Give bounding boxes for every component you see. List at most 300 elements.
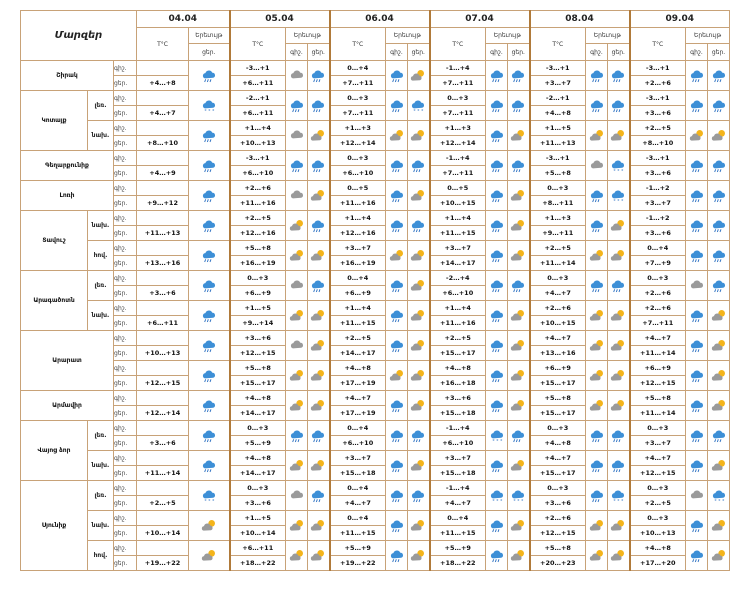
weather-cell xyxy=(686,451,708,481)
weather-cell xyxy=(286,181,308,211)
weather-cell xyxy=(386,241,408,271)
partly-sunny-icon xyxy=(589,515,605,534)
cloud-rain-icon xyxy=(489,155,505,174)
area-name: նախ. xyxy=(88,301,114,331)
temperature-value: +6…+9 xyxy=(530,361,586,376)
cloud-icon xyxy=(289,275,305,294)
temperature-value: +11…+15 xyxy=(330,316,386,331)
partly-sunny-icon xyxy=(310,515,326,534)
weather-cell xyxy=(486,451,508,481)
temperature-value: +2…+5 xyxy=(330,331,386,346)
table-row xyxy=(21,541,730,556)
temperature-value: +9…+14 xyxy=(230,316,286,331)
weather-cell xyxy=(708,61,730,91)
weather-cell xyxy=(508,421,530,451)
temperature-value: 0…+3 xyxy=(530,181,586,196)
weather-cell xyxy=(308,151,330,181)
partly-sunny-icon xyxy=(510,125,526,144)
temperature-value: +15…+17 xyxy=(530,466,586,481)
time-of-day: գիշ. xyxy=(114,241,137,256)
weather-cell xyxy=(586,301,608,331)
partly-sunny-icon xyxy=(389,125,405,144)
temperature-value: +1…+4 xyxy=(230,121,286,136)
table-row xyxy=(21,61,730,76)
region-name: Տավուշ xyxy=(21,211,88,271)
cloud-rain-icon xyxy=(689,185,705,204)
temperature-value: +4…+8 xyxy=(330,361,386,376)
weather-cell xyxy=(686,391,708,421)
partly-sunny-icon xyxy=(410,365,426,384)
time-of-day: ցեր. xyxy=(114,226,137,241)
temperature-value: 0…+3 xyxy=(230,421,286,436)
weather-cell xyxy=(608,451,630,481)
temperature-value: +1…+4 xyxy=(330,301,386,316)
temperature-value: +7…+11 xyxy=(430,76,486,91)
time-of-day: գիշ. xyxy=(114,301,137,316)
weather-cell xyxy=(308,541,330,571)
temperature-value: +2…+5 xyxy=(230,211,286,226)
temperature-value: +16…+18 xyxy=(430,376,486,391)
cloud-rain-icon xyxy=(389,335,405,354)
weather-cell xyxy=(386,271,408,301)
weather-cell xyxy=(386,451,408,481)
time-of-day: գիշ. xyxy=(114,151,137,166)
weather-cell xyxy=(308,241,330,271)
temperature-value xyxy=(137,331,189,346)
temperature-value: +19…+22 xyxy=(330,556,386,571)
temperature-value: +15…+17 xyxy=(430,346,486,361)
cloud-snow-icon xyxy=(610,185,626,204)
weather-cell xyxy=(486,481,508,511)
temperature-value: +3…+7 xyxy=(630,436,686,451)
temperature-value: +10…+15 xyxy=(430,196,486,211)
weather-cell xyxy=(708,451,730,481)
cloud-rain-icon xyxy=(201,65,217,84)
temperature-value: +17…+19 xyxy=(330,376,386,391)
temperature-value: +6…+9 xyxy=(630,361,686,376)
weather-cell xyxy=(486,541,508,571)
cloud-rain-icon xyxy=(389,215,405,234)
temperature-value: 0…+3 xyxy=(230,271,286,286)
temperature-value xyxy=(137,121,189,136)
weather-cell xyxy=(686,241,708,271)
weather-cell xyxy=(408,181,430,211)
cloud-rain-icon xyxy=(489,95,505,114)
weather-cell xyxy=(308,481,330,511)
cloud-rain-icon xyxy=(711,95,727,114)
weather-cell xyxy=(286,541,308,571)
area-name: լեռ. xyxy=(88,481,114,511)
cloud-rain-icon xyxy=(389,305,405,324)
regions-header: Մարզեր xyxy=(21,11,137,61)
table-row xyxy=(21,301,730,316)
cloud-snow-icon xyxy=(489,485,505,504)
temperature-value: 0…+4 xyxy=(630,241,686,256)
time-of-day: ցեր. xyxy=(114,166,137,181)
table-row xyxy=(21,211,730,226)
temperature-value: +4…+8 xyxy=(230,391,286,406)
cloud-rain-icon xyxy=(201,335,217,354)
temp-column-header: T°C xyxy=(230,28,286,61)
table-row xyxy=(21,361,730,376)
area-name: նախ. xyxy=(88,121,114,151)
partly-sunny-icon xyxy=(610,245,626,264)
temperature-value: +10…+13 xyxy=(137,346,189,361)
temperature-value: +3…+6 xyxy=(530,496,586,511)
partly-sunny-icon xyxy=(410,455,426,474)
weather-cell xyxy=(708,541,730,571)
weather-cell xyxy=(408,391,430,421)
weather-cell xyxy=(608,271,630,301)
cloud-rain-icon xyxy=(389,395,405,414)
partly-sunny-icon xyxy=(310,185,326,204)
temperature-value: +5…+9 xyxy=(430,541,486,556)
partly-sunny-icon xyxy=(310,305,326,324)
time-of-day: գիշ. xyxy=(114,511,137,526)
partly-sunny-icon xyxy=(610,515,626,534)
phenomenon-column-header: Երեւույթ xyxy=(189,28,230,44)
temperature-value: +4…+7 xyxy=(330,391,386,406)
table-row xyxy=(21,151,730,166)
temperature-value: +2…+6 xyxy=(630,286,686,301)
cloud-rain-icon xyxy=(389,95,405,114)
time-of-day: ցեր. xyxy=(114,196,137,211)
partly-sunny-icon xyxy=(289,215,305,234)
temperature-value: +3…+6 xyxy=(137,286,189,301)
temperature-value: 0…+3 xyxy=(230,481,286,496)
weather-cell xyxy=(486,121,508,151)
weather-cell xyxy=(408,301,430,331)
partly-sunny-icon xyxy=(289,515,305,534)
partly-sunny-icon xyxy=(589,125,605,144)
weather-cell xyxy=(308,331,330,361)
weather-cell xyxy=(586,181,608,211)
temperature-value xyxy=(137,391,189,406)
temperature-value: +4…+8 xyxy=(530,436,586,451)
weather-cell xyxy=(386,511,408,541)
time-of-day: ցեր. xyxy=(114,136,137,151)
cloud-rain-icon xyxy=(711,185,727,204)
region-name: Շիրակ xyxy=(21,61,114,91)
time-of-day: ցեր. xyxy=(114,256,137,271)
weather-cell xyxy=(608,391,630,421)
cloud-rain-icon xyxy=(389,515,405,534)
temperature-value: +4…+8 xyxy=(137,76,189,91)
cloud-snow-icon xyxy=(610,485,626,504)
cloud-rain-icon xyxy=(489,125,505,144)
partly-sunny-icon xyxy=(711,545,727,564)
area-name: նախ. xyxy=(88,211,114,241)
weather-cell xyxy=(386,91,408,121)
partly-sunny-icon xyxy=(711,125,727,144)
temp-column-header: T°C xyxy=(330,28,386,61)
cloud-rain-icon xyxy=(589,425,605,444)
cloud-icon xyxy=(689,485,705,504)
day-subheader: ցեր. xyxy=(608,44,630,61)
region-name: Արարատ xyxy=(21,331,114,391)
partly-sunny-icon xyxy=(610,335,626,354)
cloud-rain-icon xyxy=(489,65,505,84)
temperature-value: +7…+11 xyxy=(330,76,386,91)
partly-sunny-icon xyxy=(589,305,605,324)
table-row xyxy=(21,181,730,196)
weather-cell xyxy=(286,91,308,121)
weather-cell xyxy=(686,151,708,181)
cloud-rain-icon xyxy=(489,245,505,264)
temperature-value: +5…+8 xyxy=(230,241,286,256)
temperature-value: +4…+7 xyxy=(530,331,586,346)
weather-cell xyxy=(286,271,308,301)
temperature-value: +6…+9 xyxy=(330,286,386,301)
weather-cell xyxy=(408,271,430,301)
cloud-rain-icon xyxy=(689,215,705,234)
weather-cell xyxy=(189,241,230,271)
cloud-rain-icon xyxy=(389,65,405,84)
weather-cell xyxy=(408,241,430,271)
weather-cell xyxy=(586,121,608,151)
temperature-value: +2…+5 xyxy=(530,241,586,256)
weather-cell xyxy=(486,241,508,271)
weather-cell xyxy=(708,301,730,331)
partly-sunny-icon xyxy=(510,245,526,264)
temperature-value: +15…+17 xyxy=(530,376,586,391)
temperature-value xyxy=(137,181,189,196)
svg-text:* * *: * * * xyxy=(613,499,624,504)
weather-cell xyxy=(408,211,430,241)
cloud-rain-icon xyxy=(201,155,217,174)
weather-cell xyxy=(189,481,230,511)
weather-cell xyxy=(508,331,530,361)
time-of-day: գիշ. xyxy=(114,361,137,376)
cloud-rain-icon xyxy=(610,95,626,114)
weather-cell xyxy=(308,511,330,541)
cloud-rain-icon xyxy=(689,395,705,414)
partly-sunny-icon xyxy=(589,395,605,414)
weather-cell xyxy=(708,91,730,121)
temperature-value: +3…+7 xyxy=(430,451,486,466)
cloud-rain-icon xyxy=(510,275,526,294)
temperature-value: 0…+3 xyxy=(530,421,586,436)
temperature-value: +4…+8 xyxy=(630,541,686,556)
partly-sunny-icon xyxy=(610,365,626,384)
cloud-rain-icon xyxy=(201,425,217,444)
weather-cell xyxy=(189,331,230,361)
partly-sunny-icon xyxy=(589,365,605,384)
temperature-value: -1…+2 xyxy=(630,211,686,226)
temperature-value: +9…+12 xyxy=(137,196,189,211)
svg-text:* * *: * * * xyxy=(613,169,624,174)
temperature-value: +4…+7 xyxy=(137,106,189,121)
temperature-value: +10…+13 xyxy=(630,526,686,541)
temperature-value: +17…+19 xyxy=(330,406,386,421)
weather-cell xyxy=(189,391,230,421)
partly-sunny-icon xyxy=(610,545,626,564)
cloud-icon xyxy=(289,125,305,144)
time-of-day: գիշ. xyxy=(114,331,137,346)
weather-cell xyxy=(286,511,308,541)
partly-sunny-icon xyxy=(289,455,305,474)
time-of-day: ցեր. xyxy=(114,436,137,451)
cloud-rain-icon xyxy=(389,485,405,504)
temperature-value: -3…+1 xyxy=(630,61,686,76)
weather-cell xyxy=(486,301,508,331)
date-header: 06.04 xyxy=(330,11,430,28)
cloud-rain-icon xyxy=(410,155,426,174)
table-row xyxy=(21,481,730,496)
weather-cell xyxy=(508,301,530,331)
partly-sunny-icon xyxy=(711,365,727,384)
table-row xyxy=(21,511,730,526)
temperature-value: -1…+4 xyxy=(430,421,486,436)
weather-cell xyxy=(686,481,708,511)
partly-sunny-icon xyxy=(510,185,526,204)
temperature-value: +3…+6 xyxy=(230,496,286,511)
cloud-rain-icon xyxy=(201,395,217,414)
temperature-value: +12…+16 xyxy=(330,226,386,241)
temperature-value: +6…+11 xyxy=(230,76,286,91)
cloud-rain-icon xyxy=(510,95,526,114)
time-of-day: ցեր. xyxy=(114,106,137,121)
temperature-value: +3…+6 xyxy=(430,391,486,406)
temperature-value: +11…+15 xyxy=(430,226,486,241)
cloud-snow-icon xyxy=(510,485,526,504)
weather-cell xyxy=(508,151,530,181)
weather-cell xyxy=(486,421,508,451)
table-row xyxy=(21,121,730,136)
temperature-value: +1…+4 xyxy=(330,211,386,226)
time-of-day: գիշ. xyxy=(114,481,137,496)
temperature-value: +4…+9 xyxy=(137,166,189,181)
temperature-value: -1…+4 xyxy=(430,61,486,76)
area-name: հով. xyxy=(88,241,114,271)
weather-cell xyxy=(286,421,308,451)
weather-cell xyxy=(686,211,708,241)
weather-cell xyxy=(386,151,408,181)
weather-cell xyxy=(686,541,708,571)
region-name: Վայոց ձոր xyxy=(21,421,88,481)
weather-cell xyxy=(308,121,330,151)
temperature-value xyxy=(137,511,189,526)
temperature-value: 0…+3 xyxy=(630,421,686,436)
cloud-rain-icon xyxy=(610,275,626,294)
weather-cell xyxy=(386,121,408,151)
table-row xyxy=(21,91,730,106)
temperature-value: +2…+6 xyxy=(530,301,586,316)
cloud-icon xyxy=(289,335,305,354)
temperature-value: +3…+6 xyxy=(630,106,686,121)
cloud-rain-icon xyxy=(389,425,405,444)
partly-sunny-icon xyxy=(410,335,426,354)
temperature-value: +4…+8 xyxy=(230,451,286,466)
weather-cell xyxy=(708,481,730,511)
temperature-value xyxy=(137,421,189,436)
cloud-icon xyxy=(589,155,605,174)
partly-sunny-icon xyxy=(201,545,217,564)
weather-cell xyxy=(608,541,630,571)
weather-cell xyxy=(486,391,508,421)
cloud-snow-icon xyxy=(489,425,505,444)
temperature-value: +10…+14 xyxy=(137,526,189,541)
cloud-rain-icon xyxy=(711,245,727,264)
temperature-value: +7…+11 xyxy=(330,106,386,121)
weather-cell xyxy=(189,151,230,181)
partly-sunny-icon xyxy=(689,125,705,144)
weather-cell xyxy=(286,331,308,361)
temperature-value: +2…+6 xyxy=(230,181,286,196)
weather-cell xyxy=(508,541,530,571)
weather-cell xyxy=(408,331,430,361)
weather-cell xyxy=(686,331,708,361)
weather-cell xyxy=(408,451,430,481)
weather-cell xyxy=(608,91,630,121)
weather-cell xyxy=(686,301,708,331)
weather-cell xyxy=(508,451,530,481)
weather-cell xyxy=(308,391,330,421)
temperature-value: +8…+11 xyxy=(530,196,586,211)
weather-cell xyxy=(408,61,430,91)
cloud-rain-icon xyxy=(201,185,217,204)
weather-cell xyxy=(686,511,708,541)
weather-cell xyxy=(408,151,430,181)
weather-cell xyxy=(386,391,408,421)
weather-cell xyxy=(608,181,630,211)
temperature-value: +3…+7 xyxy=(530,76,586,91)
weather-cell xyxy=(189,181,230,211)
temperature-value: +10…+14 xyxy=(230,526,286,541)
cloud-rain-icon xyxy=(289,95,305,114)
svg-text:* * *: * * * xyxy=(413,109,424,114)
weather-cell xyxy=(189,121,230,151)
partly-sunny-icon xyxy=(310,245,326,264)
temperature-value: +3…+7 xyxy=(330,451,386,466)
partly-sunny-icon xyxy=(610,215,626,234)
cloud-rain-icon xyxy=(711,275,727,294)
temperature-value: +8…+10 xyxy=(137,136,189,151)
phenomenon-column-header: Երեւույթ xyxy=(386,28,430,44)
cloud-rain-icon xyxy=(689,365,705,384)
day-subheader: ցեր. xyxy=(708,44,730,61)
weather-cell xyxy=(508,91,530,121)
weather-cell xyxy=(386,331,408,361)
weather-cell xyxy=(386,481,408,511)
temperature-value xyxy=(137,151,189,166)
cloud-rain-icon xyxy=(310,275,326,294)
weather-cell xyxy=(586,421,608,451)
weather-cell xyxy=(189,361,230,391)
cloud-rain-icon xyxy=(310,215,326,234)
time-of-day: ցեր. xyxy=(114,526,137,541)
weather-cell xyxy=(686,361,708,391)
weather-cell xyxy=(486,361,508,391)
cloud-rain-icon xyxy=(510,155,526,174)
temperature-value: +5…+8 xyxy=(530,541,586,556)
temperature-value: +1…+3 xyxy=(430,121,486,136)
cloud-rain-icon xyxy=(589,65,605,84)
weather-cell xyxy=(286,211,308,241)
weather-cell xyxy=(608,511,630,541)
temperature-value: +11…+14 xyxy=(530,256,586,271)
partly-sunny-icon xyxy=(410,125,426,144)
weather-cell xyxy=(189,511,230,541)
weather-cell xyxy=(308,91,330,121)
temperature-value: +11…+16 xyxy=(330,196,386,211)
cloud-rain-icon xyxy=(389,455,405,474)
weather-cell xyxy=(189,91,230,121)
temperature-value: +12…+15 xyxy=(630,376,686,391)
cloud-rain-icon xyxy=(489,365,505,384)
cloud-rain-icon xyxy=(489,455,505,474)
temperature-value: +11…+14 xyxy=(137,466,189,481)
